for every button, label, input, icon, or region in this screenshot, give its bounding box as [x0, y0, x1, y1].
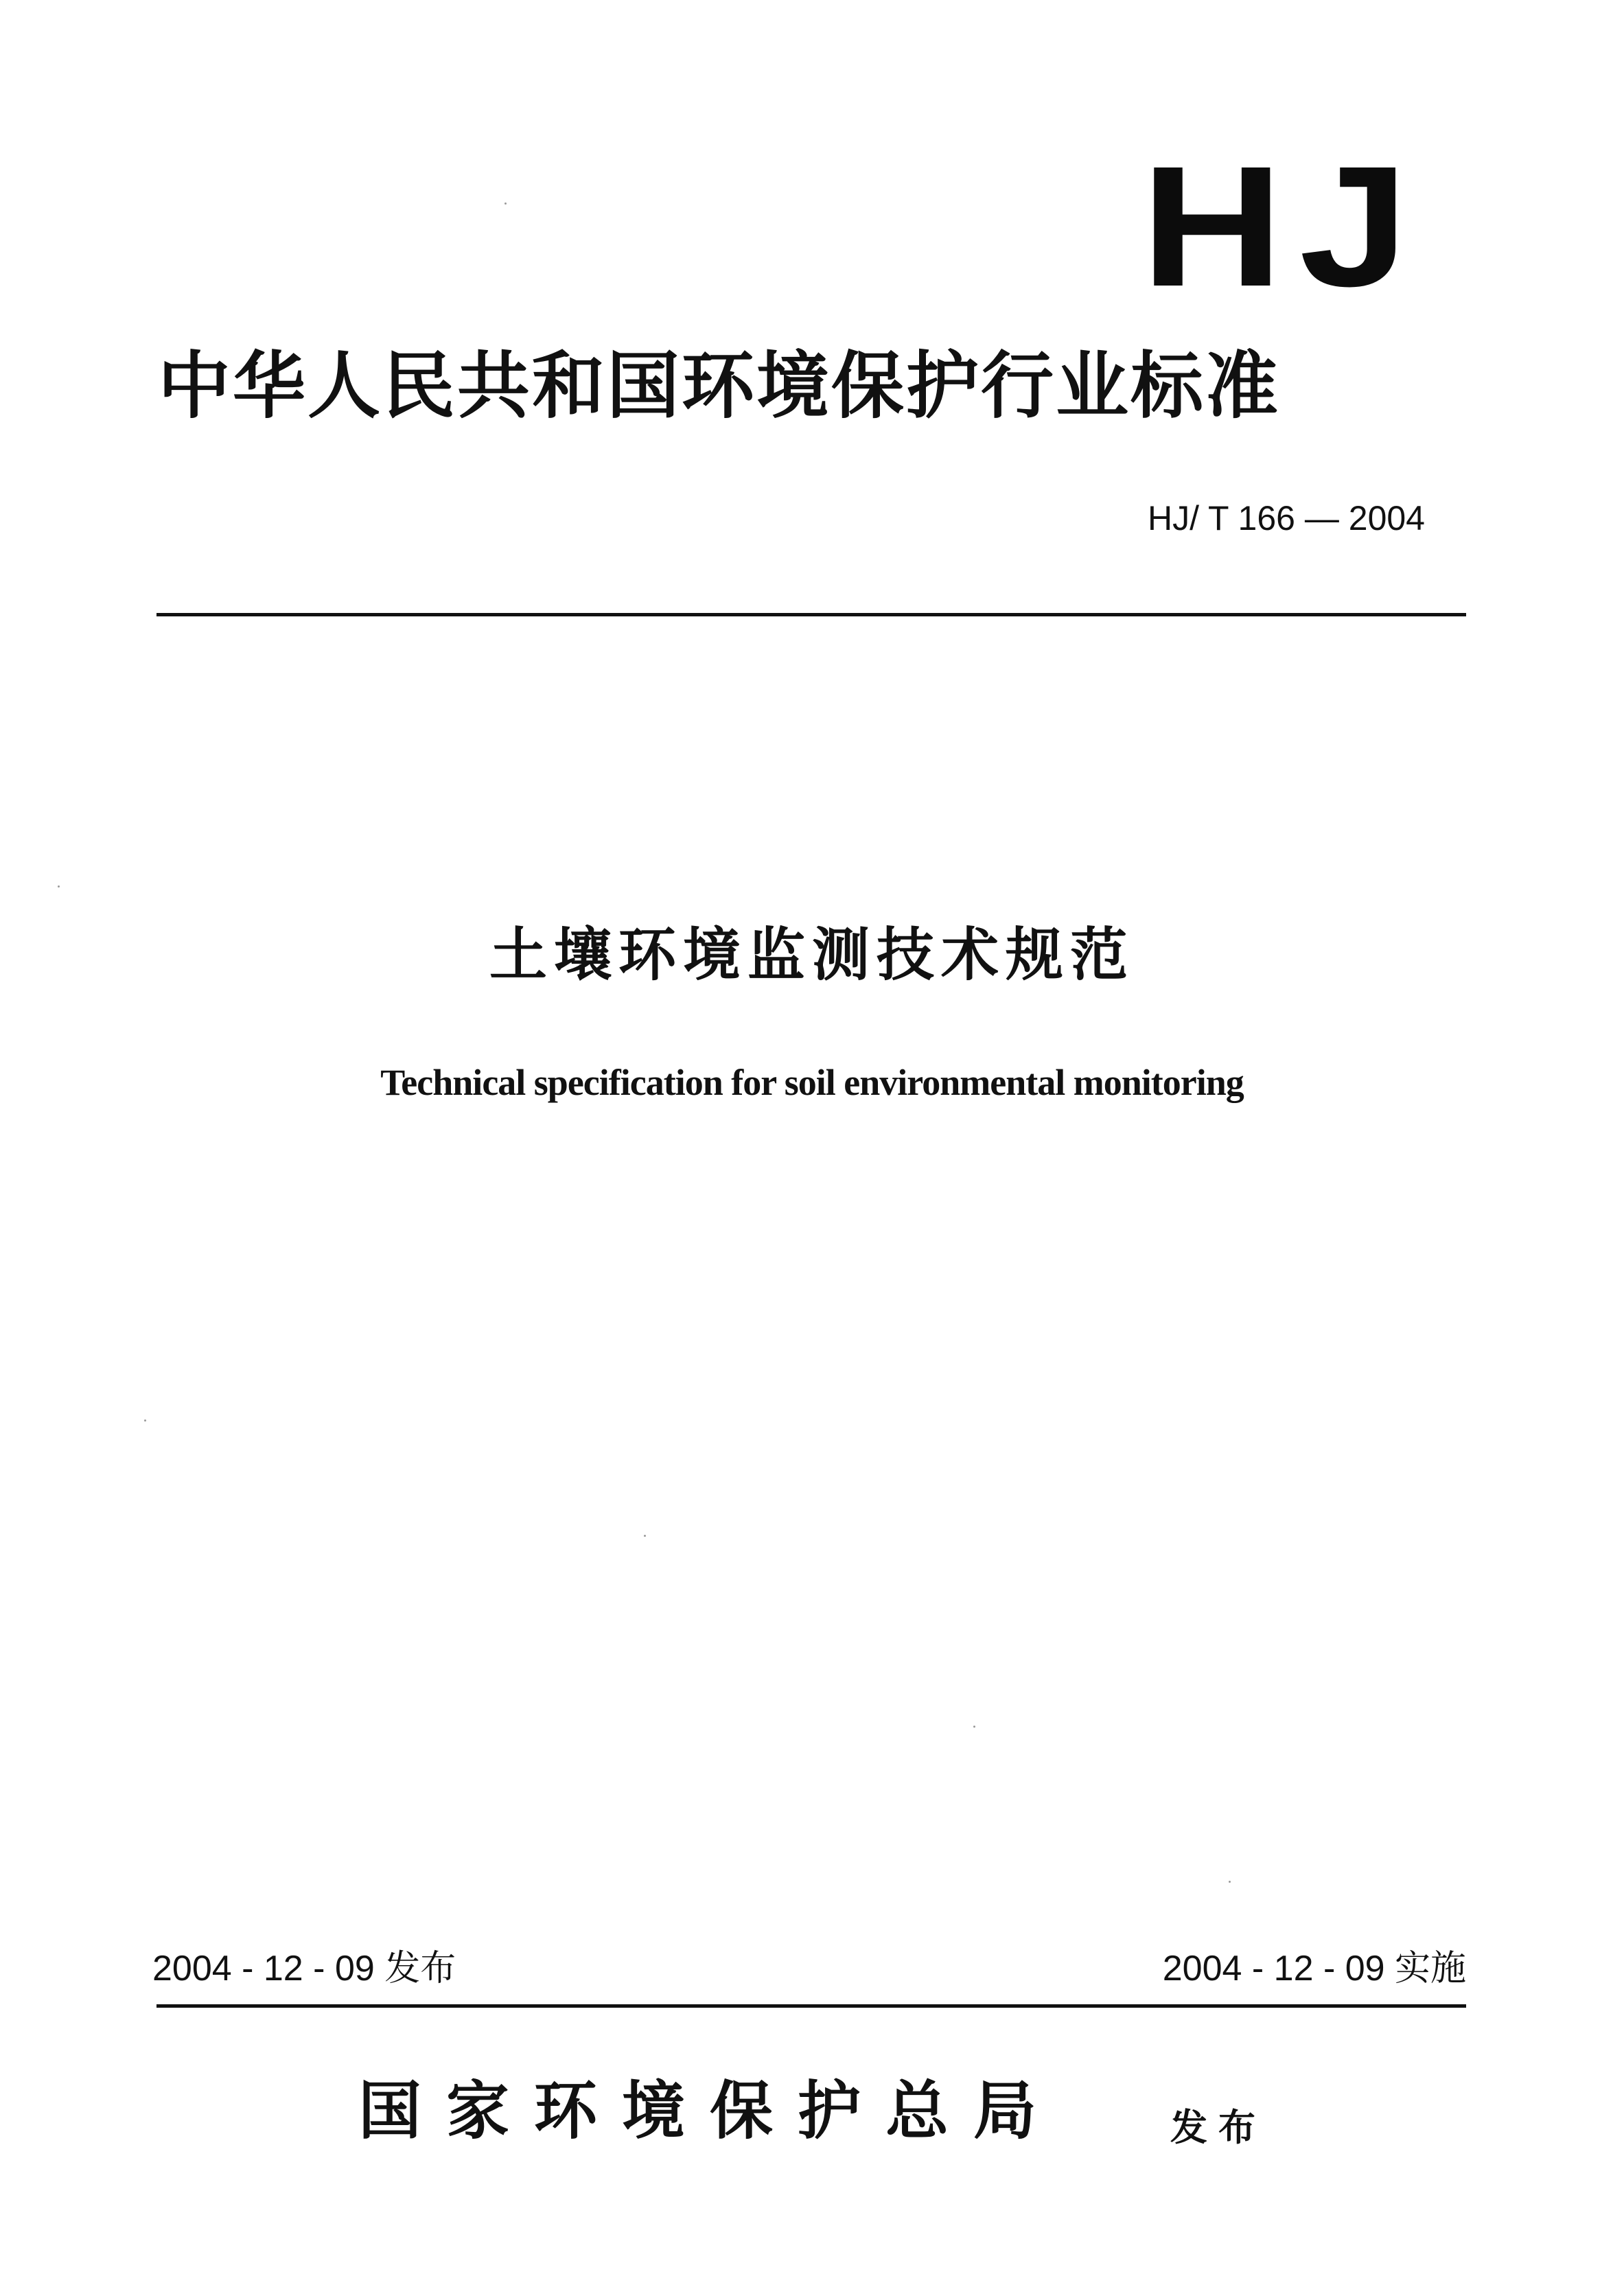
document-title-chinese: 土壤环境监测技术规范: [489, 921, 1135, 988]
document-title-english: Technical specification for soil environmental monitoring: [380, 1062, 1244, 1103]
hj-logo: HJ: [1141, 130, 1425, 322]
organization-title: 中华人民共和国环境保护行业标准: [158, 344, 1280, 428]
scan-speck: [58, 885, 60, 888]
scan-speck: [644, 1535, 646, 1537]
scan-speck: [1229, 1881, 1231, 1883]
bottom-divider: [156, 2004, 1466, 2008]
issue-date: 2004 - 12 - 09 发布: [152, 1949, 456, 1988]
issuing-authority: 国家环境保护总局: [358, 2074, 1062, 2148]
top-divider: [156, 613, 1466, 616]
standard-number: HJ/ T 166 — 2004: [1148, 499, 1425, 537]
scan-speck: [973, 1726, 975, 1728]
scan-speck: [144, 1419, 146, 1422]
issued-by-label: 发布: [1170, 2105, 1266, 2149]
effective-date: 2004 - 12 - 09 实施: [1162, 1949, 1466, 1988]
scan-speck: [504, 202, 507, 205]
